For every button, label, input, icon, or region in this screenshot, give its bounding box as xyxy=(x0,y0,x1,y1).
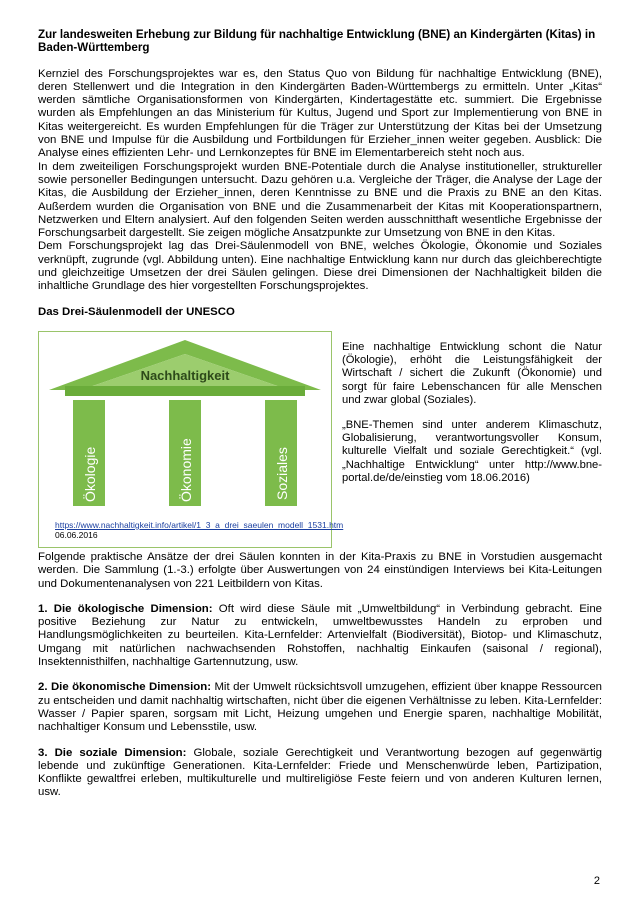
section-oekonomisch xyxy=(38,681,602,734)
document-page xyxy=(38,28,602,800)
figure-row xyxy=(38,331,602,551)
pillar-oekologie xyxy=(73,400,105,506)
section-1-heading: 1. Die ökologische Dimension: xyxy=(38,602,213,615)
side-paragraph-2: „BNE-Themen sind unter anderem Klimaschutz, Globalisierung, verantwortungsvoller Konsum, kulturelle Vielfalt und soziale Gerechtigkeit.“ (vgl. „Nachhaltige Entwicklung“ unter http://www.bne-portal.de/de/einstieg vom 18.06.2016) xyxy=(342,418,602,484)
intro-paragraph-2: In dem zweiteiligen Forschungsprojekt wurden BNE-Potentiale durch die Analyse institutioneller, struktureller sowie personeller Bedingungen untersucht. Dazu gehören u.a. Vergleiche der Träger, die Analyse der Lage der Kitas, die Ausbildung der Erzieher_innen, deren Kenntnisse zu BNE und die Praxis zu BNE an den Kitas. Außerdem wurden die Organisation von BNE und die Zusammenarbeit der Kitas mit Kooperationspartnern, Netzwerken und Eltern analysiert. Auf den folgenden Seiten werden ausschnitthaft wesentliche Ergebnisse der Forschungsarbeit dargestellt. Sie zeigen mögliche Ansatzpunkte zur Umsetzung von BNE in den Kitas. xyxy=(38,160,602,240)
source-date: 06.06.2016 xyxy=(55,529,98,540)
section-3-heading: 3. Die soziale Dimension: xyxy=(38,746,187,759)
section-1-text: Oft wird diese Säule mit „Umweltbildung“ in Verbindung gebracht. Eine positive Beziehung zur Natur zu entwickeln, umweltbewusstes Handeln zu erproben und Handlungsmöglichkeiten zu beurteilen. Kita-Lernfelder: Artenvielfalt (Biodiversität), Biotop- und Klimaschutz, Umgang mit natürlichen nachwachsenden Rohstoffen, nachhaltig Einkaufen (saisonal / regional), Insektennisthilfen, nachhaltige Gartennutzung, usw. xyxy=(38,602,602,669)
roof-label: Nachhaltigkeit xyxy=(140,367,230,383)
intro-paragraph-1: Kernziel des Forschungsprojektes war es, den Status Quo von Bildung für nachhaltige Entwicklung (BNE), deren Stellenwert und die Integration in den Kindergärten Baden-Württembergs zu ermitteln. Unter „Kitas“ werden sämtliche Organisationsformen von Kindergärten, Kindertagestätte etc. summiert. Die Ergebnisse wurden als Empfehlungen an das Ministerium für Kultus, Jugend und Sport zur Implementierung von BNE in Kitas weitergereicht. Es wurden Empfehlungen für die Träger zur Unterstützung der Kitas bei der Umsetzung von BNE und Impulse für die Ausbildung und Fortbildungen für Erzieher_innen weiter gegeben. Ausblick: Die Analyse eines effizienten Lehr- und Lernkonzeptes für BNE im Elementarbereich steht noch aus. xyxy=(38,67,602,160)
side-paragraph-1: Eine nachhaltige Entwicklung schont die Natur (Ökologie), erhöht die Leistungsfähigkeit der Wirtschaft / sichert die Zukunft (Ökonomie) und sorgt für faire Lebenschancen für alle Menschen und zwar global (Soziales). xyxy=(342,340,602,406)
svg-text:Ökonomie: Ökonomie xyxy=(178,438,194,502)
after-figure-paragraph: Folgende praktische Ansätze der drei Säulen konnten in der Kita-Praxis zu BNE in Vorstudien ausgemacht werden. Die Sammlung (1.-3.) erfolgte über Auswertungen von 24 einstündigen Interviews bei Kita-Leitungen und Dokumentenanalysen von 221 Leitbildern von Kitas. xyxy=(38,550,602,590)
section-sozial xyxy=(38,747,602,800)
section-oekologisch xyxy=(38,603,602,669)
section-2-heading: 2. Die ökonomische Dimension: xyxy=(38,681,211,694)
roof-beam xyxy=(65,386,305,396)
section-3-text: Globale, soziale Gerechtigkeit und Verantwortung bezogen auf gegenwärtig lebende und zukünftige Generationen. Kita-Lernfelder: Friede und Menschenwürde leben, Partizipation, Konflikte gewaltfrei erleben, multikulturelle und multireligiöse Feste feiern und von anderen Kulturen lernen, usw. xyxy=(38,746,602,799)
svg-text:Soziales: Soziales xyxy=(274,447,290,500)
intro-paragraph-3: Dem Forschungsprojekt lag das Drei-Säulenmodell von BNE, welches Ökologie, Ökonomie und Soziales verknüpft, zugrunde (vgl. Abbildung unten). Eine nachhaltige Entwicklung kann nur durch das gleichberechtigte und gleichzeitige Umsetzen der drei Säulen gelingen. Diese drei Dimensionen der Nachhaltigkeit bilden die inhaltliche Grundlage des hier vorgestellten Forschungsprojektes. xyxy=(38,240,602,293)
page-number: 2 xyxy=(593,875,600,887)
pillar-oekonomie xyxy=(169,400,201,506)
section-2-text: Mit der Umwelt rücksichtsvoll umzugehen, effizient über knappe Ressourcen zu entscheiden und damit nachhaltig wirtschaften, nicht über die eigenen Verhältnisse zu leben. Kita-Lernfelder: Wasser / Papier sparen, sorgsam mit Licht, Heizung umgehen und Energie sparen, nachhaltige Mobilität, nachhaltiger Konsum und Lebensstile, usw. xyxy=(38,681,602,734)
three-pillar-diagram xyxy=(39,332,331,512)
three-pillar-figure xyxy=(38,331,344,548)
section-heading: Das Drei-Säulenmodell der UNESCO xyxy=(38,305,235,318)
source-link[interactable]: https://www.nachhaltigkeit.info/artikel/1_3_a_drei_saeulen_modell_1531.htm xyxy=(55,519,344,530)
svg-text:Ökologie: Ökologie xyxy=(82,446,98,502)
figure-caption xyxy=(55,520,343,540)
side-text xyxy=(342,341,602,485)
document-title: Zur landesweiten Erhebung zur Bildung für nachhaltige Entwicklung (BNE) an Kindergärten (Kitas) in Baden-Württemberg xyxy=(38,28,596,55)
pillar-soziales xyxy=(265,400,297,506)
